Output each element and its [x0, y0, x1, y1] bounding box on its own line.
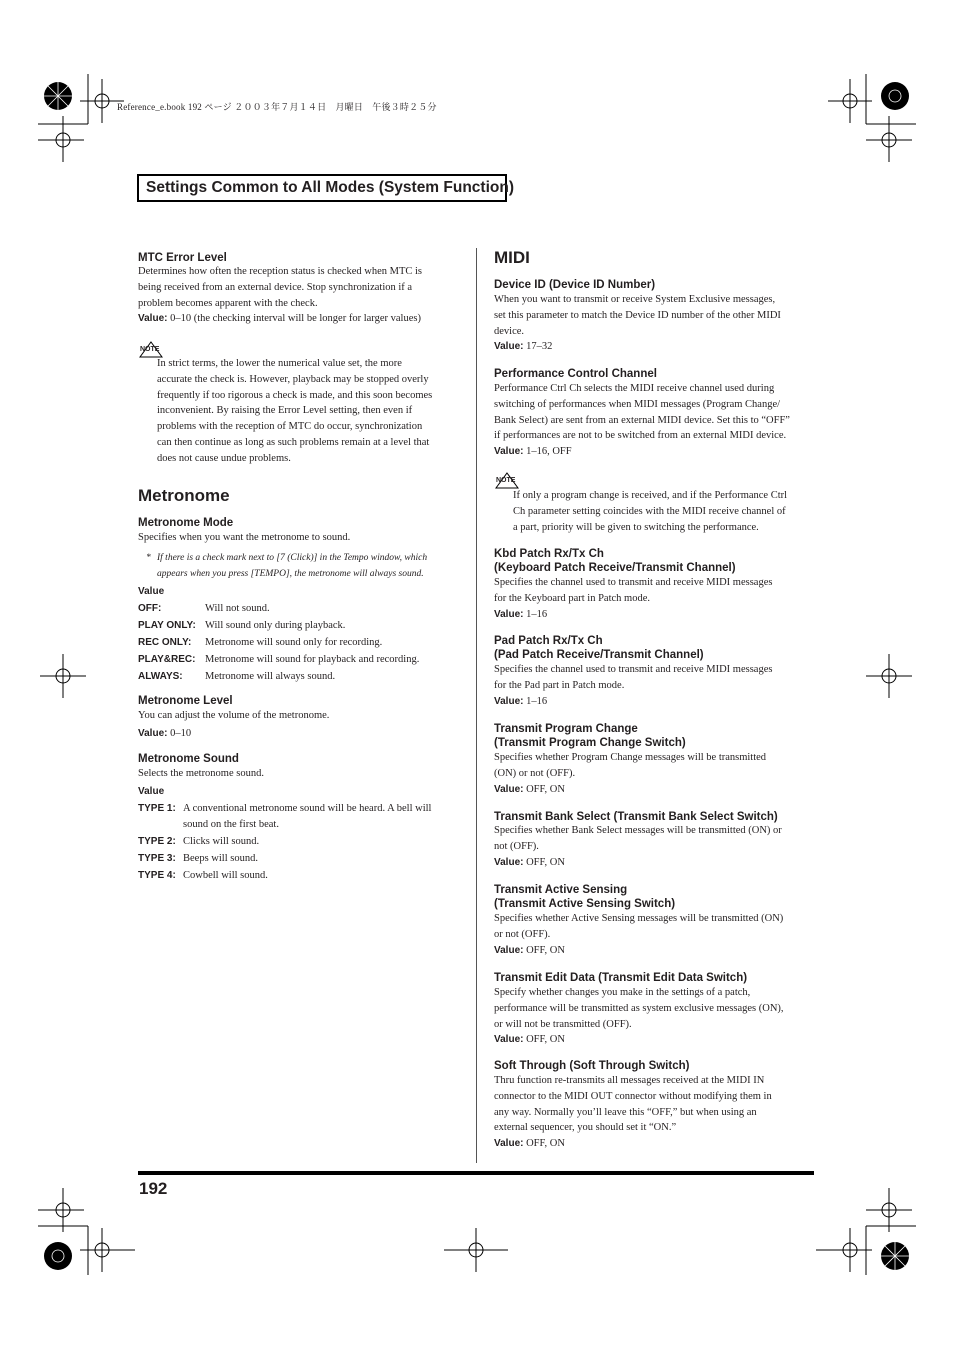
type-row: TYPE 3: Beeps will sound. — [138, 853, 258, 864]
tx-pc-heading: Transmit Program Change (Transmit Program Change Switch) — [494, 723, 686, 749]
note-line: If only a program change is received, and if the Performance Ctrl — [513, 490, 788, 501]
text-line: problem becomes apparent with the check. — [138, 297, 318, 309]
text-line: or not (OFF). — [494, 928, 551, 940]
metronome-title: Metronome — [138, 486, 230, 505]
tx-edit-heading: Transmit Edit Data (Transmit Edit Data Switch) — [494, 972, 748, 984]
text-line: Specifies whether Program Change messages will be transmitted — [494, 752, 767, 763]
note-line: a part, priority will be given to switching the performance. — [513, 521, 759, 533]
option-row: ALWAYS: Metronome will always sound. — [138, 671, 336, 682]
type-row-cont: sound on the first beat. — [183, 819, 279, 830]
value-line: Value: OFF, ON — [494, 856, 565, 868]
perf-ctrl-heading: Performance Control Channel — [494, 368, 657, 380]
section-title: Settings Common to All Modes (System Function) — [146, 179, 514, 196]
text-line: Specify whether changes you make in the settings of a patch, — [494, 987, 751, 998]
note-icon: NOTE — [139, 341, 163, 364]
metronome-mode-heading: Metronome Mode — [138, 517, 234, 529]
type-row: TYPE 4: Cowbell will sound. — [138, 870, 268, 881]
note-line: appears when you press [TEMPO], the metronome will always sound. — [157, 569, 424, 579]
asterisk: * — [146, 553, 151, 563]
file-header: Reference_e.book 192 ページ ２００３年７月１４日 月曜日 午後３時２５分 — [117, 102, 437, 112]
metronome-level-heading: Metronome Level — [138, 695, 233, 707]
value-line: Value: 1–16 — [494, 608, 548, 620]
text-line: Bank Select) are sent from an external MIDI device. Set this to “OFF” — [494, 414, 790, 426]
text-line: for the Keyboard part in Patch mode. — [494, 592, 650, 604]
value-line: Value: OFF, ON — [494, 944, 565, 956]
note-line: inconvenient. By raising the Error Level setting, then even if — [157, 405, 413, 417]
text-line: for the Pad part in Patch mode. — [494, 679, 625, 691]
text-line: When you want to transmit or receive System Exclusive messages, — [494, 294, 776, 305]
metronome-sound-heading: Metronome Sound — [138, 753, 239, 765]
text-line: any way. Normally you’ll leave this “OFF,” but when using an — [494, 1106, 757, 1118]
text-line: if performances are not to be switched from an external MIDI device. — [494, 430, 787, 442]
value-line: Value: OFF, ON — [494, 1138, 565, 1150]
text-line: Determines how often the reception status is checked when MTC is — [138, 266, 423, 277]
metronome-level-desc: You can adjust the volume of the metronome. — [138, 710, 330, 721]
text-line: Specifies the channel used to transmit and receive MIDI messages — [494, 664, 773, 675]
tx-bank-heading: Transmit Bank Select (Transmit Bank Select Switch) — [494, 811, 778, 823]
text-line: switching of performances when MIDI messages (Program Change/ — [494, 398, 781, 410]
note-line: If there is a check mark next to [7 (Click)] in the Tempo window, which — [157, 553, 428, 563]
text-line: connector to the MIDI OUT connector without modifying them in — [494, 1090, 772, 1102]
text-line: Specifies whether Active Sensing messages will be transmitted (ON) — [494, 913, 784, 924]
text-line: not (OFF). — [494, 840, 539, 852]
value-line: Value: OFF, ON — [494, 1034, 565, 1046]
text-line: Performance Ctrl Ch selects the MIDI receive channel used during — [494, 383, 775, 394]
mtc-heading: MTC Error Level — [138, 252, 227, 264]
pad-patch-heading: Pad Patch Rx/Tx Ch (Pad Patch Receive/Transmit Channel) — [494, 635, 704, 661]
soft-thru-heading: Soft Through (Soft Through Switch) — [494, 1060, 690, 1072]
option-row: PLAY ONLY: Will sound only during playback. — [138, 620, 346, 631]
device-id-heading: Device ID (Device ID Number) — [494, 279, 656, 291]
text-line: set this parameter to match the Device ID number of the other MIDI — [494, 309, 781, 321]
note-line: problems with the reception of MTC do occur, synchronization — [157, 421, 423, 433]
option-row: PLAY&REC: Metronome will sound for playback and recording. — [138, 654, 420, 665]
footer-rule — [138, 1171, 814, 1175]
note-line: Ch parameter setting coincides with the MIDI receive channel of — [513, 505, 786, 517]
note-line: In strict terms, the lower the numerical value set, the more — [157, 358, 402, 369]
text-line: or will not be transmitted (OFF). — [494, 1018, 632, 1030]
value-line: Value: 17–32 — [494, 341, 553, 353]
type-row: TYPE 1: A conventional metronome sound will be heard. A bell will — [138, 803, 432, 814]
text-line: (ON) or not (OFF). — [494, 767, 576, 779]
note-line: does not cause undue problems. — [157, 452, 291, 464]
value-line: Value: 0–10 (the checking interval will be longer for larger values) — [138, 313, 421, 325]
text-line: Specifies whether Bank Select messages will be transmitted (ON) or — [494, 825, 782, 836]
text-line: Specifies the channel used to transmit and receive MIDI messages — [494, 577, 773, 588]
tx-as-heading: Transmit Active Sensing (Transmit Active Sensing Switch) — [494, 884, 676, 910]
metronome-mode-desc: Specifies when you want the metronome to sound. — [138, 532, 351, 543]
text-line: external sequencer, you should set it “ON.” — [494, 1122, 677, 1134]
option-row: OFF: Will not sound. — [138, 603, 270, 614]
note-line: frequently if too rigorous a check is made, and this soon becomes — [157, 389, 433, 401]
note-line: accurate the check is. However, playback may be stopped overly — [157, 373, 429, 385]
text-line: device. — [494, 325, 525, 337]
value-line: Value: OFF, ON — [494, 783, 565, 795]
value-line: Value: 1–16 — [494, 695, 548, 707]
value-line: Value: 0–10 — [138, 728, 192, 739]
text-line: being received from an external device. Stop synchronization if a — [138, 281, 413, 293]
note-icon: NOTE — [495, 472, 519, 495]
midi-title: MIDI — [494, 248, 530, 267]
column-divider — [476, 248, 477, 1163]
type-row: TYPE 2: Clicks will sound. — [138, 836, 260, 847]
text-line: Thru function re-transmits all messages received at the MIDI IN — [494, 1075, 765, 1086]
option-row: REC ONLY: Metronome will sound only for recording. — [138, 637, 383, 648]
note-line: can then continue as long as such problems remain at a level that — [157, 436, 430, 448]
value-heading: Value — [138, 586, 165, 597]
value-heading: Value — [138, 786, 165, 797]
kbd-patch-heading: Kbd Patch Rx/Tx Ch (Keyboard Patch Receive/Transmit Channel) — [494, 548, 736, 574]
metronome-sound-desc: Selects the metronome sound. — [138, 768, 264, 779]
value-line: Value: 1–16, OFF — [494, 446, 572, 458]
page-number: 192 — [139, 1179, 168, 1198]
text-line: performance will be transmitted as system exclusive messages (ON), — [494, 1002, 784, 1014]
